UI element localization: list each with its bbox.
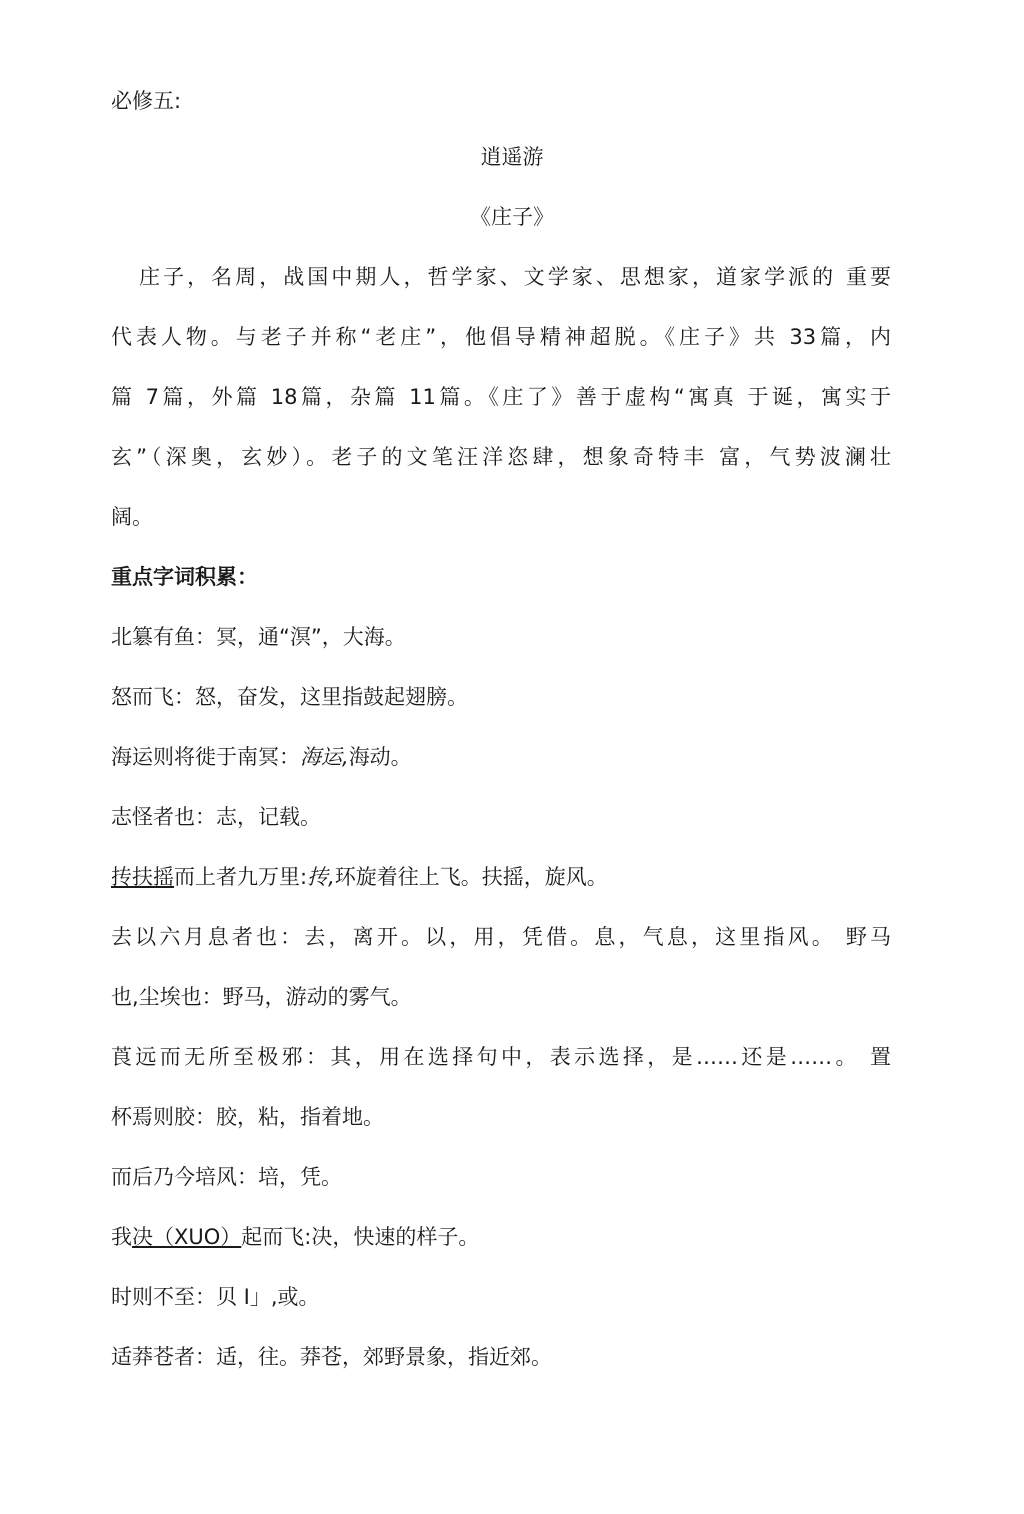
source-title: 《庄子》 xyxy=(470,205,554,229)
vocab-phrase: 海运则将徙于南冥： xyxy=(111,745,300,769)
vocab-term-underlined: 决（XUO） xyxy=(132,1225,242,1249)
vocab-entry: 去以六月息者也：去，离开。以，用，凭借。息，气息，这里指风。 野马 xyxy=(111,925,891,949)
vocab-entry: 志怪者也：志，记载。 xyxy=(111,805,321,829)
vocab-phrase: 而上者九万里: xyxy=(174,865,308,889)
vocab-entry: 而后乃今培风：培，凭。 xyxy=(111,1165,342,1189)
vocab-entry: 也,尘埃也：野马，游动的雾气。 xyxy=(111,985,412,1009)
page-title: 逍遥游 xyxy=(480,145,544,169)
section-label: 必修五: xyxy=(111,89,182,113)
vocab-entry: 怒而飞：怒，奋发，这里指鼓起翅膀。 xyxy=(111,685,468,709)
vocab-phrase: 我 xyxy=(111,1225,132,1249)
vocab-gloss: 起而飞:决，快速的样子。 xyxy=(241,1225,480,1249)
vocab-heading: 重点字词积累： xyxy=(111,565,258,589)
intro-line: 玄”（深奥，玄妙）。老子的文笔汪洋恣肆，想象奇特丰 富，气势波澜壮 xyxy=(111,445,891,469)
vocab-entry: 时则不至：贝 I」,或。 xyxy=(111,1285,320,1309)
vocab-term-italic: 海运, xyxy=(300,745,349,769)
vocab-entry: 莨远而无所至极邪：其，用在选择句中，表示选择，是……还是……。 置 xyxy=(111,1045,891,1069)
vocab-entry xyxy=(111,742,911,772)
intro-line: 篇 7篇，外篇 18篇，杂篇 11篇。《庄了》善于虚构“寓真 于诞，寓实于 xyxy=(111,385,891,409)
intro-line: 庄子，名周，战国中期人，哲学家、文学家、思想家，道家学派的 重要 xyxy=(139,265,891,289)
vocab-gloss: 海动。 xyxy=(348,745,412,769)
vocab-term-underlined: 抟扶摇 xyxy=(111,865,174,889)
vocab-term-italic: 抟, xyxy=(307,865,335,889)
vocab-gloss: 环旋着往上飞。扶摇，旋风。 xyxy=(334,865,608,889)
intro-line: 阔。 xyxy=(111,505,153,529)
vocab-entry: 北簒有鱼：冥，通“溟”，大海。 xyxy=(111,625,406,649)
vocab-entry xyxy=(111,862,911,892)
vocab-entry xyxy=(111,1222,911,1252)
vocab-entry: 杯焉则胶：胶，粘，指着地。 xyxy=(111,1105,384,1129)
intro-line: 代表人物。与老子并称“老庄”，他倡导精神超脱。《庄子》共 33篇，内 xyxy=(111,325,891,349)
vocab-entry: 适莽苍者：适，往。莽苍，郊野景象，指近郊。 xyxy=(111,1345,552,1369)
